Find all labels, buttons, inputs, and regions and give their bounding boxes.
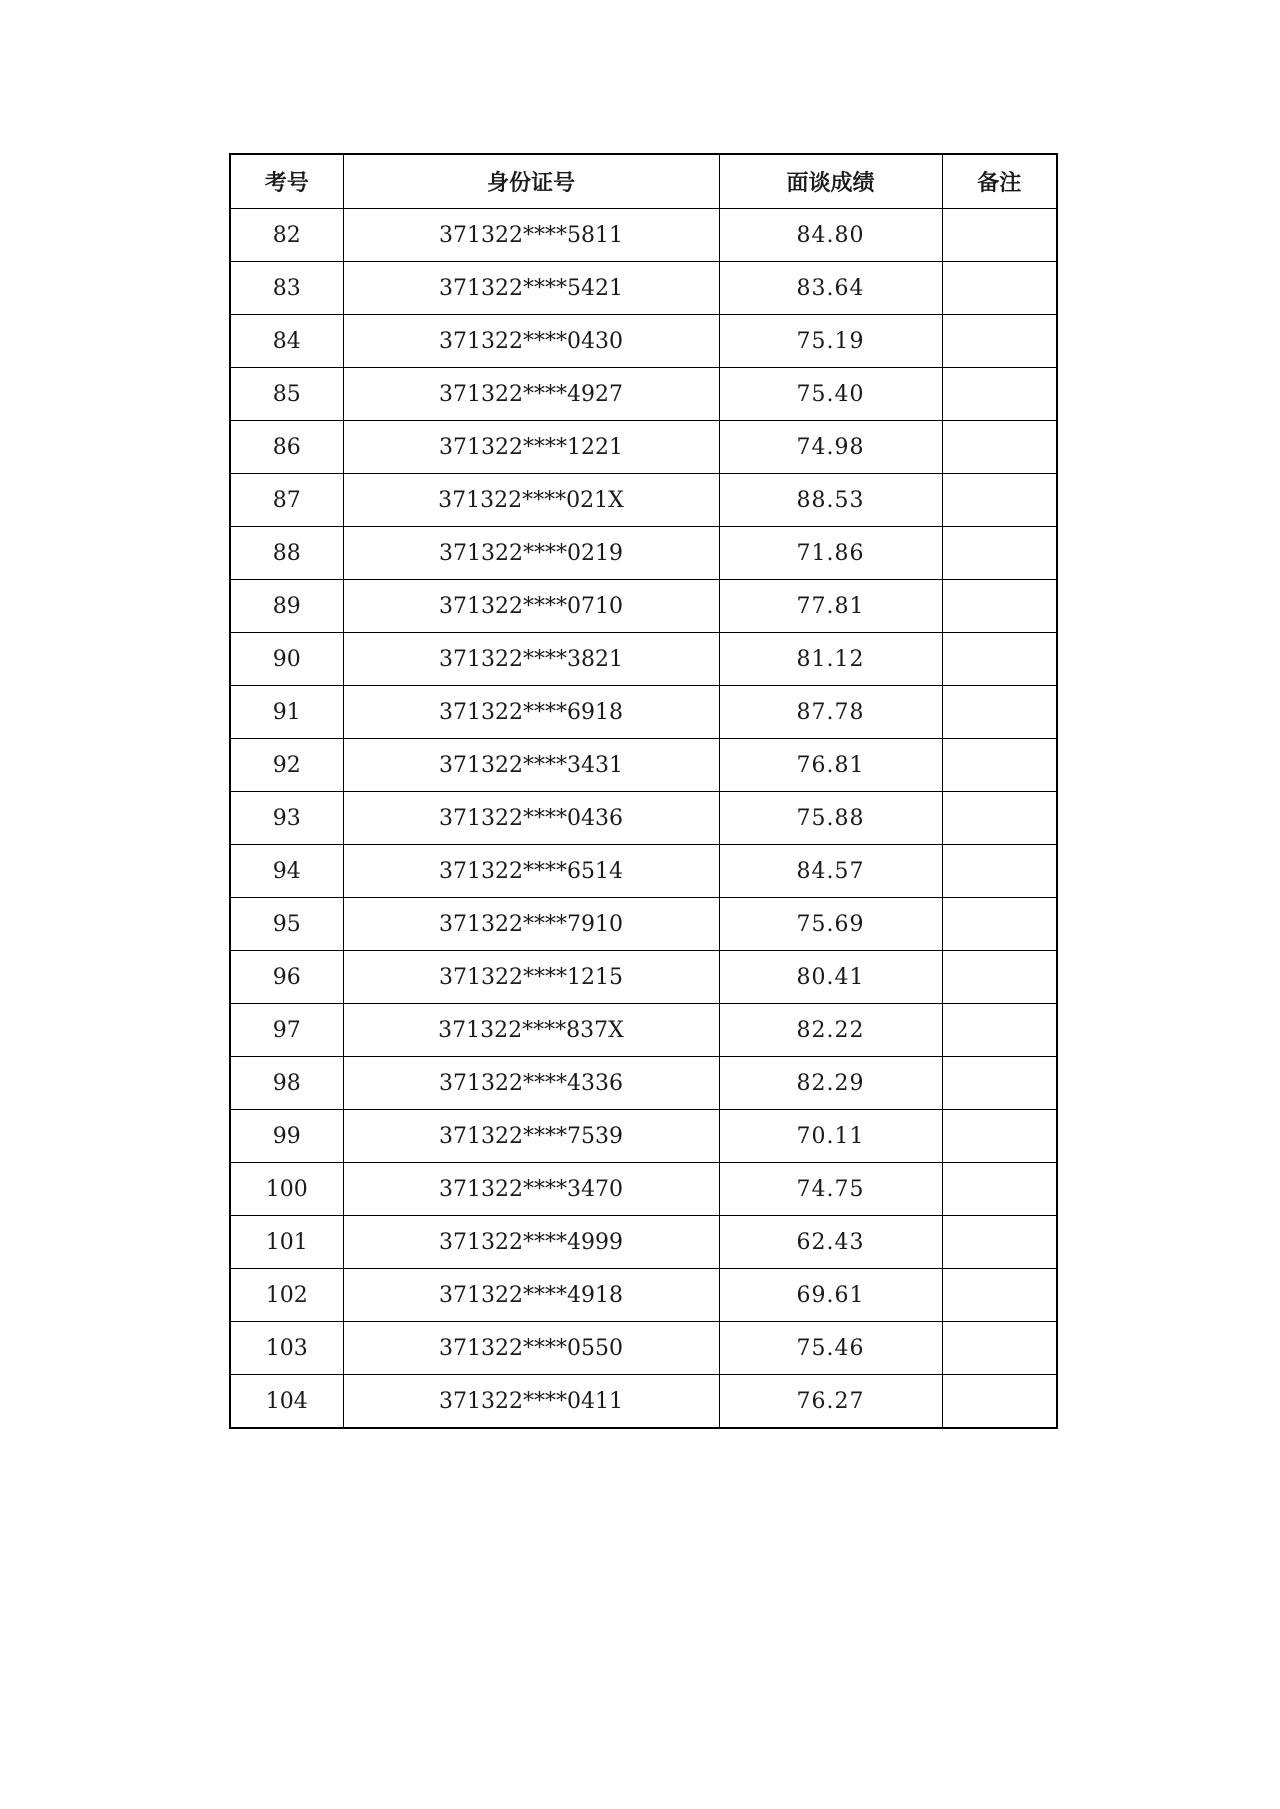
id-no-cell: 371322****1221 [343,421,719,474]
table-row [230,898,1057,951]
exam-no-cell: 93 [230,792,343,845]
score-cell: 82.22 [719,1004,942,1057]
score-cell: 82.29 [719,1057,942,1110]
table-row [230,633,1057,686]
exam-no-cell: 83 [230,262,343,315]
remark-cell [942,315,1057,368]
score-cell: 83.64 [719,262,942,315]
id-no-cell: 371322****3470 [343,1163,719,1216]
id-no-cell: 371322****4999 [343,1216,719,1269]
id-no-cell: 371322****7910 [343,898,719,951]
score-cell: 69.61 [719,1269,942,1322]
exam-no-cell: 85 [230,368,343,421]
score-cell: 75.40 [719,368,942,421]
id-no-cell: 371322****0219 [343,527,719,580]
score-cell: 62.43 [719,1216,942,1269]
score-cell: 84.57 [719,845,942,898]
id-no-cell: 371322****6514 [343,845,719,898]
id-no-cell: 371322****0710 [343,580,719,633]
remark-cell [942,527,1057,580]
id-no-cell: 371322****4918 [343,1269,719,1322]
remark-cell [942,633,1057,686]
score-cell: 80.41 [719,951,942,1004]
remark-cell [942,474,1057,527]
id-no-cell: 371322****6918 [343,686,719,739]
table-row [230,1322,1057,1375]
exam-no-cell: 101 [230,1216,343,1269]
remark-cell [942,951,1057,1004]
score-cell: 70.11 [719,1110,942,1163]
remark-cell [942,686,1057,739]
id-no-cell: 371322****3431 [343,739,719,792]
remark-cell [942,580,1057,633]
exam-no-cell: 86 [230,421,343,474]
exam-no-cell: 104 [230,1375,343,1429]
remark-cell [942,792,1057,845]
table-row [230,209,1057,262]
remark-cell [942,209,1057,262]
header-exam-no: 考号 [230,154,343,209]
score-cell: 77.81 [719,580,942,633]
id-no-cell: 371322****0430 [343,315,719,368]
exam-no-cell: 99 [230,1110,343,1163]
exam-no-cell: 100 [230,1163,343,1216]
header-id-no: 身份证号 [343,154,719,209]
score-cell: 74.75 [719,1163,942,1216]
score-cell: 75.88 [719,792,942,845]
remark-cell [942,1322,1057,1375]
table-row [230,1004,1057,1057]
exam-no-cell: 88 [230,527,343,580]
remark-cell [942,421,1057,474]
table-row [230,315,1057,368]
remark-cell [942,1057,1057,1110]
exam-no-cell: 92 [230,739,343,792]
table-row [230,845,1057,898]
id-no-cell: 371322****837X [343,1004,719,1057]
header-score: 面谈成绩 [719,154,942,209]
table-row [230,1110,1057,1163]
remark-cell [942,1004,1057,1057]
id-no-cell: 371322****5421 [343,262,719,315]
remark-cell [942,898,1057,951]
score-cell: 75.46 [719,1322,942,1375]
id-no-cell: 371322****4927 [343,368,719,421]
exam-no-cell: 97 [230,1004,343,1057]
id-no-cell: 371322****0411 [343,1375,719,1429]
table-row [230,421,1057,474]
id-no-cell: 371322****5811 [343,209,719,262]
table-row [230,580,1057,633]
exam-no-cell: 91 [230,686,343,739]
remark-cell [942,368,1057,421]
table-row [230,1057,1057,1110]
remark-cell [942,845,1057,898]
exam-no-cell: 90 [230,633,343,686]
header-row [230,154,1057,209]
id-no-cell: 371322****1215 [343,951,719,1004]
id-no-cell: 371322****4336 [343,1057,719,1110]
id-no-cell: 371322****3821 [343,633,719,686]
exam-no-cell: 89 [230,580,343,633]
remark-cell [942,1163,1057,1216]
table-body [230,209,1057,1429]
score-cell: 88.53 [719,474,942,527]
table-row [230,1269,1057,1322]
id-no-cell: 371322****0550 [343,1322,719,1375]
table-row [230,1163,1057,1216]
id-no-cell: 371322****7539 [343,1110,719,1163]
score-cell: 74.98 [719,421,942,474]
table-row [230,368,1057,421]
score-table [229,153,1058,1429]
score-cell: 75.69 [719,898,942,951]
table-row [230,262,1057,315]
remark-cell [942,1269,1057,1322]
exam-no-cell: 98 [230,1057,343,1110]
table-row [230,1375,1057,1429]
remark-cell [942,739,1057,792]
exam-no-cell: 82 [230,209,343,262]
score-cell: 76.81 [719,739,942,792]
id-no-cell: 371322****0436 [343,792,719,845]
table-row [230,474,1057,527]
remark-cell [942,1110,1057,1163]
header-remark: 备注 [942,154,1057,209]
exam-no-cell: 102 [230,1269,343,1322]
score-cell: 76.27 [719,1375,942,1429]
table-row [230,1216,1057,1269]
table-row [230,686,1057,739]
score-cell: 71.86 [719,527,942,580]
remark-cell [942,262,1057,315]
exam-no-cell: 95 [230,898,343,951]
table-row [230,739,1057,792]
exam-no-cell: 84 [230,315,343,368]
score-cell: 84.80 [719,209,942,262]
exam-no-cell: 94 [230,845,343,898]
exam-no-cell: 103 [230,1322,343,1375]
exam-no-cell: 87 [230,474,343,527]
score-cell: 75.19 [719,315,942,368]
id-no-cell: 371322****021X [343,474,719,527]
score-cell: 81.12 [719,633,942,686]
table-row [230,792,1057,845]
table-row [230,527,1057,580]
remark-cell [942,1375,1057,1429]
table-row [230,951,1057,1004]
score-cell: 87.78 [719,686,942,739]
exam-no-cell: 96 [230,951,343,1004]
remark-cell [942,1216,1057,1269]
